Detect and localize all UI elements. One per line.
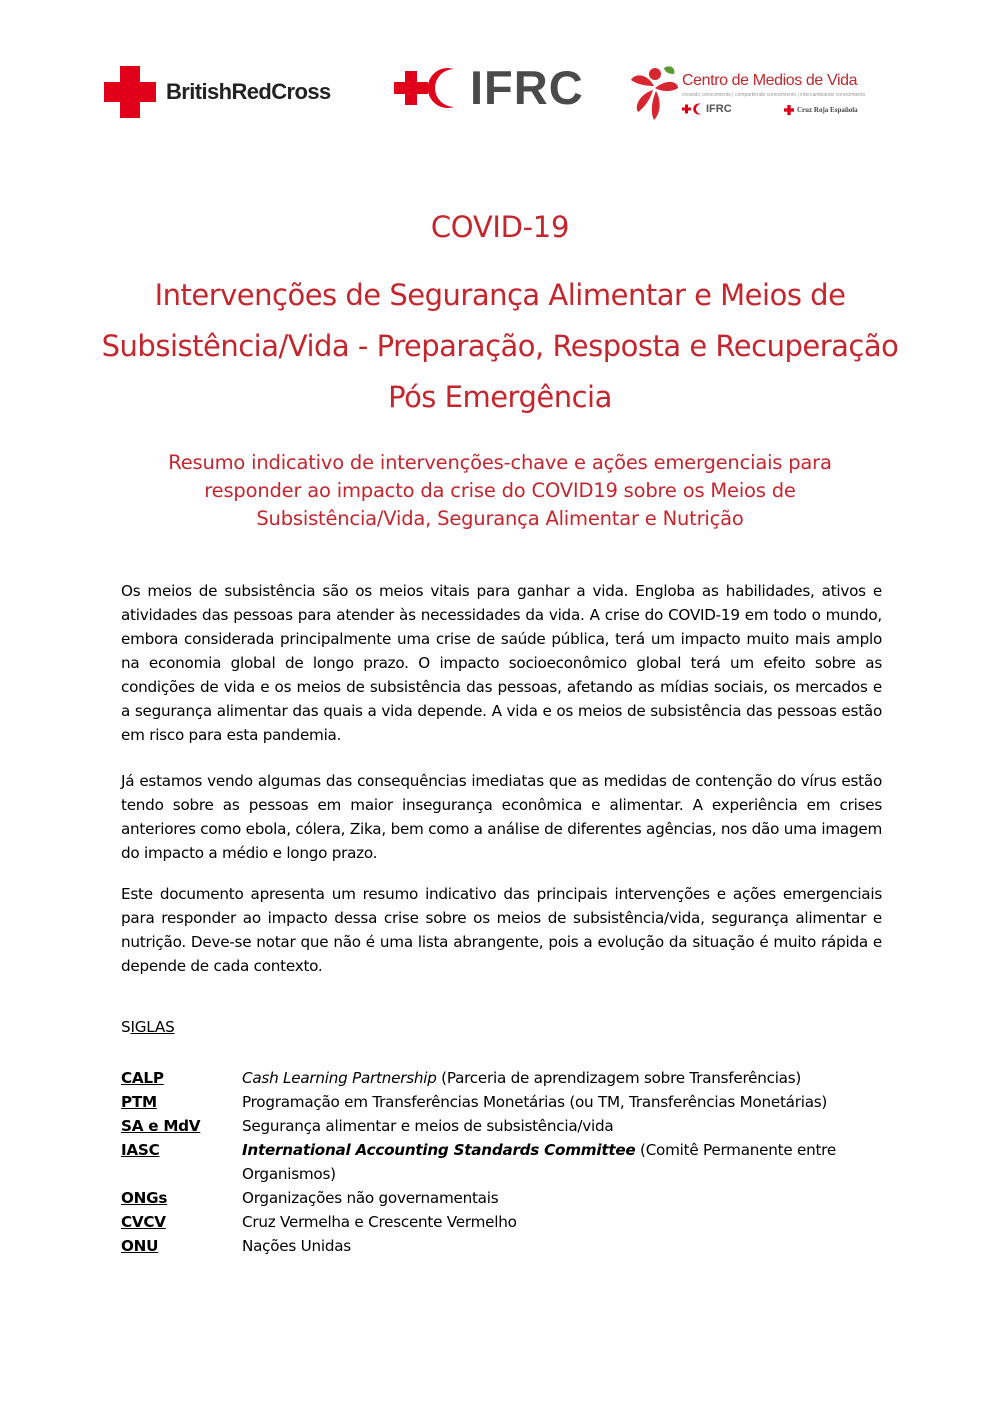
title-line: Subsistência/Vida - Preparação, Resposta e Recuperação xyxy=(101,329,899,363)
cruz-roja-label: Cruz Roja Española xyxy=(797,106,858,114)
flower-icon xyxy=(628,64,680,122)
abbreviation-term: Cash Learning Partnership xyxy=(242,1069,437,1087)
cruz-roja-mark xyxy=(784,105,858,115)
abbreviation-desc: Organizações não governamentais xyxy=(242,1189,499,1207)
body-paragraph: Já estamos vendo algumas das consequências imediatas que as medidas de contenção do vírus estão tendo sobre as pessoas em maior insegurança econômica e alimentar. A experiência em crises anteriores como ebola, cólera, Zika, bem como a análise de diferentes agências, nos dão uma imagem do impacto a médio e longo prazo. xyxy=(121,772,882,862)
abbreviation-definition xyxy=(242,1186,881,1210)
abbreviation-row xyxy=(121,1090,881,1114)
abbreviation-key: SA e MdV xyxy=(121,1117,201,1135)
abbreviation-desc: Nações Unidas xyxy=(242,1237,351,1255)
abbreviations-list xyxy=(121,1066,881,1258)
document-subtitle xyxy=(0,449,1000,533)
abbreviation-key: PTM xyxy=(121,1093,157,1111)
abbreviation-desc: Programação em Transferências Monetárias (ou TM, Transferências Monetárias) xyxy=(242,1093,828,1111)
abbreviation-key: CVCV xyxy=(121,1213,166,1231)
ifrc-wordmark: IFRC xyxy=(470,61,584,114)
british-red-cross-logo xyxy=(104,66,331,118)
abbreviation-definition xyxy=(242,1210,881,1234)
abbreviation-key: ONU xyxy=(121,1237,159,1255)
body-paragraph: Este documento apresenta um resumo indicativo das principais intervenções e ações emergenciais para responder ao impacto dessa crise sobre os meios de subsistência/vida, segurança alimentar e nutrição. Deve-se notar que não é uma lista abrangente, pois a evolução da situação é muito rápida e depende de cada contexto. xyxy=(121,885,882,975)
document-title xyxy=(0,270,1000,423)
centro-ifrc-mark xyxy=(682,103,732,115)
covid-heading: COVID-19 xyxy=(430,210,570,244)
abbreviation-row xyxy=(121,1234,881,1258)
abbreviation-definition xyxy=(242,1234,881,1258)
cross-crescent-icon xyxy=(682,103,704,115)
centro-title: Centro de Medios de Vida xyxy=(682,72,858,89)
abbreviation-row xyxy=(121,1186,881,1210)
red-cross-icon xyxy=(784,105,794,115)
title-line: Intervenções de Segurança Alimentar e Meios de xyxy=(154,278,846,312)
red-cross-icon xyxy=(104,66,156,118)
abbreviation-desc: (Comitê Permanente entre Organismos) xyxy=(242,1141,836,1183)
subtitle-line: Subsistência/Vida, Segurança Alimentar e Nutrição xyxy=(256,507,744,530)
subtitle-line: Resumo indicativo de intervenções-chave e ações emergenciais para xyxy=(168,451,832,474)
siglas-heading xyxy=(121,1018,175,1036)
cross-crescent-icon xyxy=(394,65,462,111)
centro-medios-de-vida-logo xyxy=(628,64,866,122)
abbreviation-row xyxy=(121,1138,881,1186)
abbreviation-row xyxy=(121,1114,881,1138)
abbreviation-key: IASC xyxy=(121,1141,160,1159)
abbreviation-definition xyxy=(242,1090,881,1114)
abbreviation-row xyxy=(121,1210,881,1234)
centro-tagline: creando conocimiento | compartiendo conocimiento | intercambiando conocimiento xyxy=(682,92,866,98)
abbreviation-key: ONGs xyxy=(121,1189,168,1207)
subtitle-line: responder ao impacto da crise do COVID19 sobre os Meios de xyxy=(204,479,796,502)
body-paragraph: Os meios de subsistência são os meios vitais para ganhar a vida. Engloba as habilidades, ativos e atividades das pessoas para atender às necessidades da vida. A crise do COVID-19 em todo o mundo, embora considerada principalmente uma crise de saúde pública, terá um impacto muito mais amplo na economia global de longo prazo. O impacto socioeconômico global terá um efeito sobre as condições de vida e os meios de subsistência das pessoas, afetando as mídias sociais, os mercados e a segurança alimentar das quais a vida depende. A vida e os meios de subsistência das pessoas estão em risco para esta pandemia. xyxy=(121,582,882,744)
abbreviation-term: International Accounting Standards Committee xyxy=(242,1141,636,1159)
siglas-heading-initial: S xyxy=(121,1018,131,1036)
centro-ifrc-label: IFRC xyxy=(706,103,732,115)
abbreviation-desc: (Parceria de aprendizagem sobre Transferências) xyxy=(436,1069,802,1087)
title-line: Pós Emergência xyxy=(388,380,612,414)
siglas-heading-rest: IGLAS xyxy=(130,1018,175,1036)
british-red-cross-wordmark: BritishRedCross xyxy=(166,79,331,104)
abbreviation-row xyxy=(121,1066,881,1090)
abbreviation-definition xyxy=(242,1114,881,1138)
abbreviation-definition xyxy=(242,1066,881,1090)
abbreviation-key: CALP xyxy=(121,1069,164,1087)
abbreviation-desc: Cruz Vermelha e Crescente Vermelho xyxy=(242,1213,517,1231)
ifrc-logo xyxy=(394,61,584,114)
abbreviation-desc: Segurança alimentar e meios de subsistência/vida xyxy=(242,1117,614,1135)
abbreviation-definition xyxy=(242,1138,881,1186)
